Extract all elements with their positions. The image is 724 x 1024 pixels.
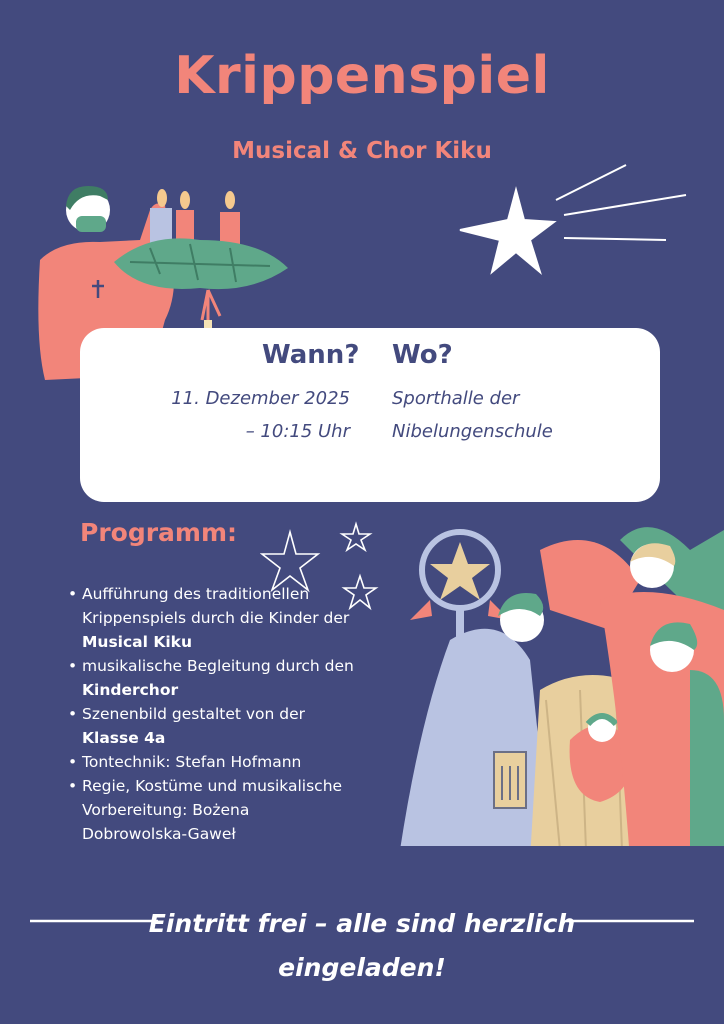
list-item: • Aufführung des traditionellen Krippenspiels durch die Kinder der Musical Kiku	[68, 582, 358, 654]
event-venue-line2: Nibelungenschule	[392, 421, 553, 442]
when-label: Wann?	[262, 340, 360, 370]
list-item: • Regie, Kostüme und musikalische Vorbereitung: Bożena Dobrowolska-Gaweł	[68, 774, 358, 846]
program-heading: Programm:	[80, 518, 238, 547]
when-details	[150, 382, 350, 448]
event-venue-line1: Sporthalle der	[392, 388, 520, 409]
shooting-star-icon	[456, 160, 696, 290]
nativity-scene	[390, 520, 724, 880]
footer-invitation	[0, 902, 724, 990]
footer-line2: eingeladen!	[278, 953, 446, 982]
event-time: – 10:15 Uhr	[245, 421, 350, 442]
list-item: • musikalische Begleitung durch den Kinderchor	[68, 654, 358, 702]
where-label: Wo?	[392, 340, 453, 370]
program-list	[68, 582, 358, 846]
event-date: 11. Dezember 2025	[171, 388, 350, 409]
page-subtitle: Musical & Chor Kiku	[232, 138, 492, 164]
where-details	[392, 382, 612, 448]
list-item: • Szenenbild gestaltet von der Klasse 4a	[68, 702, 358, 750]
footer-line1: Eintritt frei – alle sind herzlich	[148, 909, 576, 938]
list-item: • Tontechnik: Stefan Hofmann	[68, 750, 358, 774]
page-title: Krippenspiel	[174, 46, 550, 106]
